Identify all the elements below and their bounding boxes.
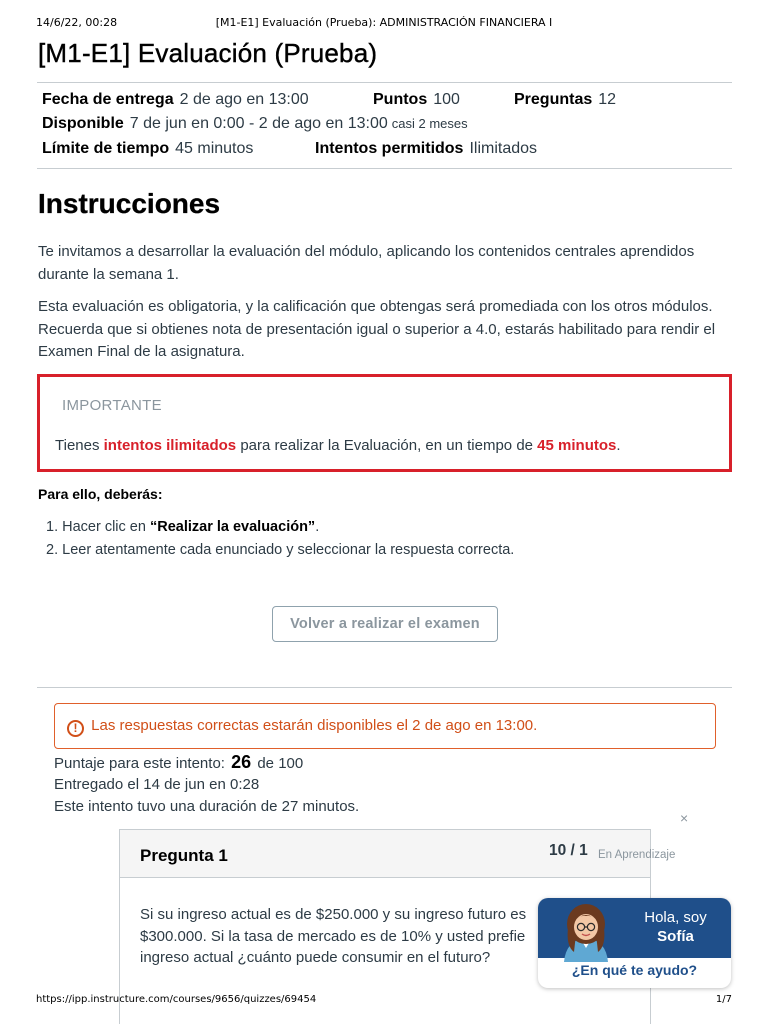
chat-help-link[interactable]: ¿En qué te ayudo? bbox=[571, 962, 698, 978]
available-label: Disponible bbox=[42, 115, 124, 132]
step-text: Hacer clic en bbox=[62, 519, 150, 535]
divider bbox=[37, 168, 732, 169]
score-value: 26 bbox=[231, 752, 252, 772]
score-total: de 100 bbox=[257, 755, 304, 772]
print-date: 14/6/22, 00:28 bbox=[36, 16, 118, 29]
availability bbox=[42, 115, 468, 133]
question-side-label: En Aprendizaje bbox=[598, 849, 676, 861]
print-url: https://ipp.instructure.com/courses/9656/quizzes/69454 bbox=[36, 994, 317, 1005]
score-label: Puntaje para este intento: bbox=[54, 755, 225, 772]
chat-header bbox=[538, 898, 731, 958]
question-header bbox=[120, 830, 650, 878]
question-body: Si su ingreso actual es de $250.000 y su ingreso futuro es $300.000. Si la tasa de mercado es de 10% y usted prefie ingreso actual ¿cuánto puede consumir en el futuro? bbox=[140, 906, 527, 966]
important-text-part: para realizar la Evaluación, en un tiempo de bbox=[236, 437, 538, 454]
time-limit bbox=[42, 140, 253, 158]
important-highlight-time: 45 minutos bbox=[537, 437, 617, 454]
chat-assistant-name: Sofía bbox=[657, 928, 694, 945]
important-highlight-attempts: intentos ilimitados bbox=[103, 437, 237, 454]
print-header bbox=[36, 16, 732, 30]
assistant-avatar-icon bbox=[554, 902, 618, 962]
due-label: Fecha de entrega bbox=[42, 91, 174, 108]
instructions-paragraph-1: Te invitamos a desarrollar la evaluación del módulo, aplicando los contenidos centrales aprendidos durante la semana 1. bbox=[38, 243, 695, 283]
steps-list bbox=[46, 516, 514, 562]
due-date bbox=[42, 91, 309, 109]
answers-availability-alert bbox=[54, 703, 716, 749]
questions-value: 12 bbox=[598, 91, 617, 108]
attempt-score bbox=[54, 752, 303, 773]
question-points: 10 / 1 bbox=[549, 842, 588, 859]
time-limit-label: Límite de tiempo bbox=[42, 140, 170, 157]
attempts-allowed bbox=[315, 140, 537, 158]
step-text: . bbox=[315, 519, 320, 535]
divider bbox=[37, 687, 732, 688]
important-text bbox=[55, 437, 621, 454]
warning-icon: ! bbox=[67, 720, 84, 737]
attempts-label: Intentos permitidos bbox=[315, 140, 464, 157]
step-strong: “Realizar la evaluación” bbox=[149, 519, 316, 535]
chat-greeting: Hola, soy bbox=[644, 909, 707, 926]
available-note: casi 2 meses bbox=[391, 116, 468, 131]
print-footer bbox=[36, 994, 732, 1008]
important-title: IMPORTANTE bbox=[62, 397, 162, 414]
divider bbox=[37, 82, 732, 83]
step-item: 1. Hacer clic en “Realizar la evaluación”. bbox=[46, 519, 320, 535]
important-notice bbox=[37, 374, 732, 472]
instructions-heading: Instrucciones bbox=[38, 188, 221, 219]
steps-title: Para ello, deberás: bbox=[38, 486, 163, 502]
time-limit-value: 45 minutos bbox=[175, 140, 254, 157]
important-text-part: . bbox=[616, 437, 621, 454]
available-value: 7 de jun en 0:00 - 2 de ago en 13:00 bbox=[129, 115, 388, 132]
duration-info: Este intento tuvo una duración de 27 minutos. bbox=[54, 798, 360, 815]
points-info bbox=[373, 91, 460, 109]
close-icon[interactable]: × bbox=[680, 810, 689, 826]
attempts-value: Ilimitados bbox=[469, 140, 538, 157]
step-item: 2. Leer atentamente cada enunciado y seleccionar la respuesta correcta. bbox=[46, 542, 515, 558]
points-label: Puntos bbox=[373, 91, 428, 108]
important-text-part: Tienes bbox=[55, 437, 104, 454]
due-value: 2 de ago en 13:00 bbox=[179, 91, 309, 108]
print-page-number: 1/7 bbox=[715, 994, 732, 1005]
questions-info bbox=[514, 91, 616, 109]
print-title: [M1-E1] Evaluación (Prueba): ADMINISTRACIÓN FINANCIERA I bbox=[215, 16, 553, 29]
retake-quiz-button[interactable]: Volver a realizar el examen bbox=[272, 606, 498, 642]
step-text: Leer atentamente cada enunciado y seleccionar la respuesta correcta. bbox=[62, 542, 515, 558]
submitted-info: Entregado el 14 de jun en 0:28 bbox=[54, 776, 260, 793]
page-title: [M1-E1] Evaluación (Prueba) bbox=[38, 38, 378, 68]
chat-assistant-widget[interactable] bbox=[538, 898, 731, 988]
alert-text: Las respuestas correctas estarán disponibles el 2 de ago en 13:00. bbox=[91, 717, 538, 734]
questions-label: Preguntas bbox=[514, 91, 593, 108]
instructions-paragraph-2: Esta evaluación es obligatoria, y la calificación que obtengas será promediada con los otros módulos. Recuerda que si obtienes nota de presentación igual o superior a 4.0, estarás habilitado para rendir el Examen Final de la asignatura. bbox=[38, 298, 716, 360]
question-title: Pregunta 1 bbox=[140, 846, 228, 865]
points-value: 100 bbox=[433, 91, 460, 108]
